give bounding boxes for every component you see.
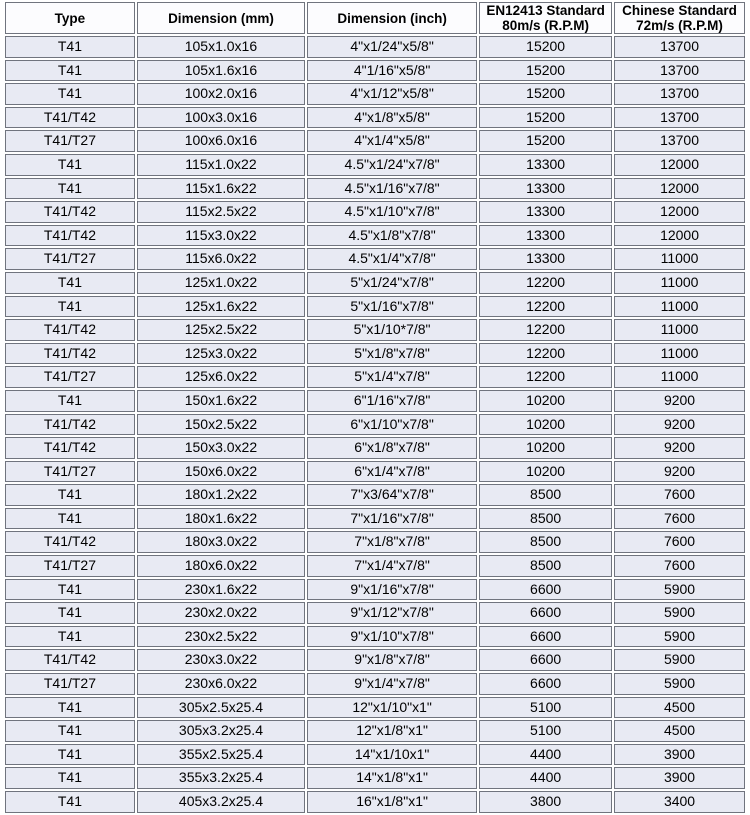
cell-en12413-rpm: 8500 <box>479 531 612 553</box>
column-header-dimension-mm: Dimension (mm) <box>137 2 305 34</box>
cell-dimension-inch: 7"x1/8"x7/8" <box>307 531 477 553</box>
cell-en12413-rpm: 13300 <box>479 178 612 200</box>
cell-dimension-mm: 100x2.0x16 <box>137 83 305 105</box>
cell-dimension-mm: 115x1.0x22 <box>137 154 305 176</box>
column-header-type: Type <box>5 2 135 34</box>
cell-en12413-rpm: 13300 <box>479 154 612 176</box>
cell-type: T41 <box>5 697 135 719</box>
cell-chinese-rpm: 5900 <box>614 579 745 601</box>
cell-chinese-rpm: 3900 <box>614 744 745 766</box>
cell-dimension-mm: 150x6.0x22 <box>137 461 305 483</box>
cell-chinese-rpm: 13700 <box>614 83 745 105</box>
cell-chinese-rpm: 11000 <box>614 272 745 294</box>
cell-dimension-inch: 9"x1/12"x7/8" <box>307 602 477 624</box>
cell-dimension-mm: 125x1.0x22 <box>137 272 305 294</box>
cell-chinese-rpm: 11000 <box>614 296 745 318</box>
cell-type: T41/T42 <box>5 201 135 223</box>
cell-dimension-mm: 230x6.0x22 <box>137 673 305 695</box>
cell-dimension-mm: 355x2.5x25.4 <box>137 744 305 766</box>
table-row <box>5 343 745 365</box>
table-row <box>5 36 745 58</box>
cell-dimension-inch: 4"x1/12"x5/8" <box>307 83 477 105</box>
table-row <box>5 130 745 152</box>
cell-dimension-inch: 4.5"x1/24"x7/8" <box>307 154 477 176</box>
cell-en12413-rpm: 13300 <box>479 201 612 223</box>
cell-type: T41 <box>5 484 135 506</box>
cell-chinese-rpm: 3400 <box>614 791 745 813</box>
rpm-table <box>3 0 747 815</box>
cell-chinese-rpm: 11000 <box>614 319 745 341</box>
table-row <box>5 319 745 341</box>
cell-chinese-rpm: 9200 <box>614 414 745 436</box>
cell-chinese-rpm: 5900 <box>614 649 745 671</box>
cell-type: T41 <box>5 83 135 105</box>
table-row <box>5 366 745 388</box>
cell-chinese-rpm: 13700 <box>614 36 745 58</box>
cell-chinese-rpm: 13700 <box>614 60 745 82</box>
cell-chinese-rpm: 5900 <box>614 602 745 624</box>
cell-en12413-rpm: 10200 <box>479 414 612 436</box>
table-row <box>5 296 745 318</box>
cell-type: T41/T27 <box>5 673 135 695</box>
cell-dimension-mm: 230x1.6x22 <box>137 579 305 601</box>
cell-dimension-mm: 150x1.6x22 <box>137 390 305 412</box>
cell-type: T41/T42 <box>5 107 135 129</box>
cell-chinese-rpm: 12000 <box>614 154 745 176</box>
cell-type: T41/T27 <box>5 461 135 483</box>
cell-dimension-mm: 115x1.6x22 <box>137 178 305 200</box>
cell-dimension-inch: 12"x1/10"x1" <box>307 697 477 719</box>
cell-type: T41 <box>5 60 135 82</box>
cell-type: T41 <box>5 36 135 58</box>
cell-dimension-inch: 6"x1/8"x7/8" <box>307 437 477 459</box>
cell-type: T41 <box>5 154 135 176</box>
cell-en12413-rpm: 10200 <box>479 437 612 459</box>
table-row <box>5 649 745 671</box>
table-row <box>5 248 745 270</box>
cell-dimension-inch: 9"x1/8"x7/8" <box>307 649 477 671</box>
cell-type: T41/T42 <box>5 437 135 459</box>
cell-chinese-rpm: 5900 <box>614 673 745 695</box>
cell-dimension-mm: 305x3.2x25.4 <box>137 720 305 742</box>
cell-dimension-mm: 115x2.5x22 <box>137 201 305 223</box>
cell-dimension-inch: 14"x1/8"x1" <box>307 767 477 789</box>
cell-dimension-inch: 7"x1/4"x7/8" <box>307 555 477 577</box>
cell-dimension-mm: 125x3.0x22 <box>137 343 305 365</box>
cell-en12413-rpm: 8500 <box>479 484 612 506</box>
table-row <box>5 107 745 129</box>
cell-dimension-inch: 6"x1/10"x7/8" <box>307 414 477 436</box>
cell-type: T41 <box>5 508 135 530</box>
cell-en12413-rpm: 8500 <box>479 555 612 577</box>
column-header-chinese-standard: Chinese Standard 72m/s (R.P.M) <box>614 2 745 34</box>
cell-chinese-rpm: 9200 <box>614 390 745 412</box>
cell-dimension-mm: 115x3.0x22 <box>137 225 305 247</box>
table-row <box>5 744 745 766</box>
table-row <box>5 673 745 695</box>
cell-en12413-rpm: 6600 <box>479 673 612 695</box>
cell-en12413-rpm: 12200 <box>479 296 612 318</box>
table-row <box>5 201 745 223</box>
cell-type: T41/T42 <box>5 343 135 365</box>
cell-chinese-rpm: 11000 <box>614 366 745 388</box>
table-row <box>5 414 745 436</box>
column-header-dimension-inch: Dimension (inch) <box>307 2 477 34</box>
table-row <box>5 531 745 553</box>
cell-en12413-rpm: 12200 <box>479 343 612 365</box>
cell-chinese-rpm: 12000 <box>614 201 745 223</box>
cell-dimension-mm: 180x6.0x22 <box>137 555 305 577</box>
cell-dimension-mm: 105x1.0x16 <box>137 36 305 58</box>
cell-chinese-rpm: 13700 <box>614 130 745 152</box>
cell-dimension-mm: 230x2.0x22 <box>137 602 305 624</box>
cell-en12413-rpm: 12200 <box>479 272 612 294</box>
cell-en12413-rpm: 5100 <box>479 720 612 742</box>
cell-dimension-inch: 7"x3/64"x7/8" <box>307 484 477 506</box>
cell-dimension-mm: 105x1.6x16 <box>137 60 305 82</box>
cell-dimension-mm: 100x6.0x16 <box>137 130 305 152</box>
cell-chinese-rpm: 9200 <box>614 461 745 483</box>
header-row <box>5 2 745 34</box>
cell-chinese-rpm: 12000 <box>614 178 745 200</box>
cell-type: T41/T27 <box>5 248 135 270</box>
cell-en12413-rpm: 13300 <box>479 225 612 247</box>
table-row <box>5 767 745 789</box>
cell-type: T41/T27 <box>5 366 135 388</box>
cell-dimension-inch: 4.5"x1/4"x7/8" <box>307 248 477 270</box>
cell-type: T41/T42 <box>5 531 135 553</box>
cell-dimension-inch: 4"x1/24"x5/8" <box>307 36 477 58</box>
cell-chinese-rpm: 5900 <box>614 626 745 648</box>
cell-dimension-inch: 12"x1/8"x1" <box>307 720 477 742</box>
cell-chinese-rpm: 13700 <box>614 107 745 129</box>
table-row <box>5 154 745 176</box>
cell-type: T41 <box>5 296 135 318</box>
cell-chinese-rpm: 7600 <box>614 531 745 553</box>
cell-dimension-mm: 115x6.0x22 <box>137 248 305 270</box>
table-row <box>5 602 745 624</box>
cell-en12413-rpm: 10200 <box>479 390 612 412</box>
cell-en12413-rpm: 6600 <box>479 579 612 601</box>
cell-en12413-rpm: 5100 <box>479 697 612 719</box>
cell-dimension-mm: 150x2.5x22 <box>137 414 305 436</box>
cell-type: T41 <box>5 744 135 766</box>
table-row <box>5 720 745 742</box>
cell-chinese-rpm: 7600 <box>614 484 745 506</box>
cell-chinese-rpm: 3900 <box>614 767 745 789</box>
column-header-en12413-standard: EN12413 Standard 80m/s (R.P.M) <box>479 2 612 34</box>
cell-en12413-rpm: 15200 <box>479 36 612 58</box>
table-row <box>5 626 745 648</box>
cell-en12413-rpm: 15200 <box>479 60 612 82</box>
cell-chinese-rpm: 12000 <box>614 225 745 247</box>
cell-dimension-inch: 4.5"x1/16"x7/8" <box>307 178 477 200</box>
cell-chinese-rpm: 4500 <box>614 697 745 719</box>
cell-dimension-inch: 14"x1/10x1" <box>307 744 477 766</box>
cell-dimension-inch: 5"x1/4"x7/8" <box>307 366 477 388</box>
table-row <box>5 60 745 82</box>
cell-dimension-inch: 5"x1/16"x7/8" <box>307 296 477 318</box>
cell-en12413-rpm: 6600 <box>479 649 612 671</box>
cell-dimension-inch: 4"x1/4"x5/8" <box>307 130 477 152</box>
cell-dimension-inch: 7"x1/16"x7/8" <box>307 508 477 530</box>
cell-chinese-rpm: 7600 <box>614 555 745 577</box>
cell-dimension-inch: 5"x1/8"x7/8" <box>307 343 477 365</box>
cell-dimension-mm: 405x3.2x25.4 <box>137 791 305 813</box>
cell-en12413-rpm: 12200 <box>479 366 612 388</box>
cell-type: T41 <box>5 720 135 742</box>
cell-dimension-inch: 6"1/16"x7/8" <box>307 390 477 412</box>
cell-chinese-rpm: 9200 <box>614 437 745 459</box>
cell-en12413-rpm: 8500 <box>479 508 612 530</box>
cell-dimension-inch: 4"x1/8"x5/8" <box>307 107 477 129</box>
cell-type: T41 <box>5 626 135 648</box>
table-row <box>5 579 745 601</box>
cell-dimension-mm: 100x3.0x16 <box>137 107 305 129</box>
cell-en12413-rpm: 4400 <box>479 767 612 789</box>
cell-en12413-rpm: 3800 <box>479 791 612 813</box>
cell-type: T41 <box>5 272 135 294</box>
cell-dimension-mm: 305x2.5x25.4 <box>137 697 305 719</box>
table-row <box>5 555 745 577</box>
cell-dimension-inch: 6"x1/4"x7/8" <box>307 461 477 483</box>
cell-en12413-rpm: 12200 <box>479 319 612 341</box>
cell-en12413-rpm: 15200 <box>479 107 612 129</box>
cell-dimension-mm: 355x3.2x25.4 <box>137 767 305 789</box>
cell-chinese-rpm: 7600 <box>614 508 745 530</box>
cell-type: T41 <box>5 791 135 813</box>
cell-en12413-rpm: 6600 <box>479 626 612 648</box>
cell-chinese-rpm: 4500 <box>614 720 745 742</box>
cell-chinese-rpm: 11000 <box>614 248 745 270</box>
cell-type: T41/T27 <box>5 130 135 152</box>
cell-en12413-rpm: 6600 <box>479 602 612 624</box>
cell-type: T41 <box>5 390 135 412</box>
cell-dimension-mm: 150x3.0x22 <box>137 437 305 459</box>
cell-type: T41/T42 <box>5 319 135 341</box>
cell-dimension-inch: 9"x1/16"x7/8" <box>307 579 477 601</box>
cell-dimension-inch: 16"x1/8"x1" <box>307 791 477 813</box>
table-row <box>5 225 745 247</box>
table-row <box>5 484 745 506</box>
cell-dimension-inch: 4.5"x1/10"x7/8" <box>307 201 477 223</box>
cell-dimension-inch: 5"x1/24"x7/8" <box>307 272 477 294</box>
cell-en12413-rpm: 13300 <box>479 248 612 270</box>
table-row <box>5 791 745 813</box>
cell-en12413-rpm: 15200 <box>479 130 612 152</box>
cell-dimension-mm: 180x3.0x22 <box>137 531 305 553</box>
cell-type: T41/T42 <box>5 649 135 671</box>
cell-type: T41 <box>5 767 135 789</box>
cell-dimension-inch: 9"x1/10"x7/8" <box>307 626 477 648</box>
cell-type: T41 <box>5 602 135 624</box>
cell-type: T41/T42 <box>5 414 135 436</box>
cell-dimension-inch: 5"x1/10*7/8" <box>307 319 477 341</box>
table-row <box>5 697 745 719</box>
cell-en12413-rpm: 4400 <box>479 744 612 766</box>
table-row <box>5 83 745 105</box>
table-row <box>5 508 745 530</box>
cell-dimension-mm: 125x1.6x22 <box>137 296 305 318</box>
cell-dimension-inch: 4.5"x1/8"x7/8" <box>307 225 477 247</box>
cell-type: T41/T27 <box>5 555 135 577</box>
cell-type: T41 <box>5 579 135 601</box>
cell-chinese-rpm: 11000 <box>614 343 745 365</box>
table-row <box>5 461 745 483</box>
cell-dimension-mm: 180x1.2x22 <box>137 484 305 506</box>
cell-dimension-mm: 125x2.5x22 <box>137 319 305 341</box>
cell-dimension-inch: 4"1/16"x5/8" <box>307 60 477 82</box>
table-row <box>5 272 745 294</box>
cell-dimension-inch: 9"x1/4"x7/8" <box>307 673 477 695</box>
cell-en12413-rpm: 15200 <box>479 83 612 105</box>
cell-en12413-rpm: 10200 <box>479 461 612 483</box>
table-row <box>5 437 745 459</box>
cell-type: T41 <box>5 178 135 200</box>
table-row <box>5 178 745 200</box>
table-row <box>5 390 745 412</box>
cell-dimension-mm: 230x2.5x22 <box>137 626 305 648</box>
cell-dimension-mm: 125x6.0x22 <box>137 366 305 388</box>
cell-dimension-mm: 230x3.0x22 <box>137 649 305 671</box>
cell-type: T41/T42 <box>5 225 135 247</box>
cell-dimension-mm: 180x1.6x22 <box>137 508 305 530</box>
